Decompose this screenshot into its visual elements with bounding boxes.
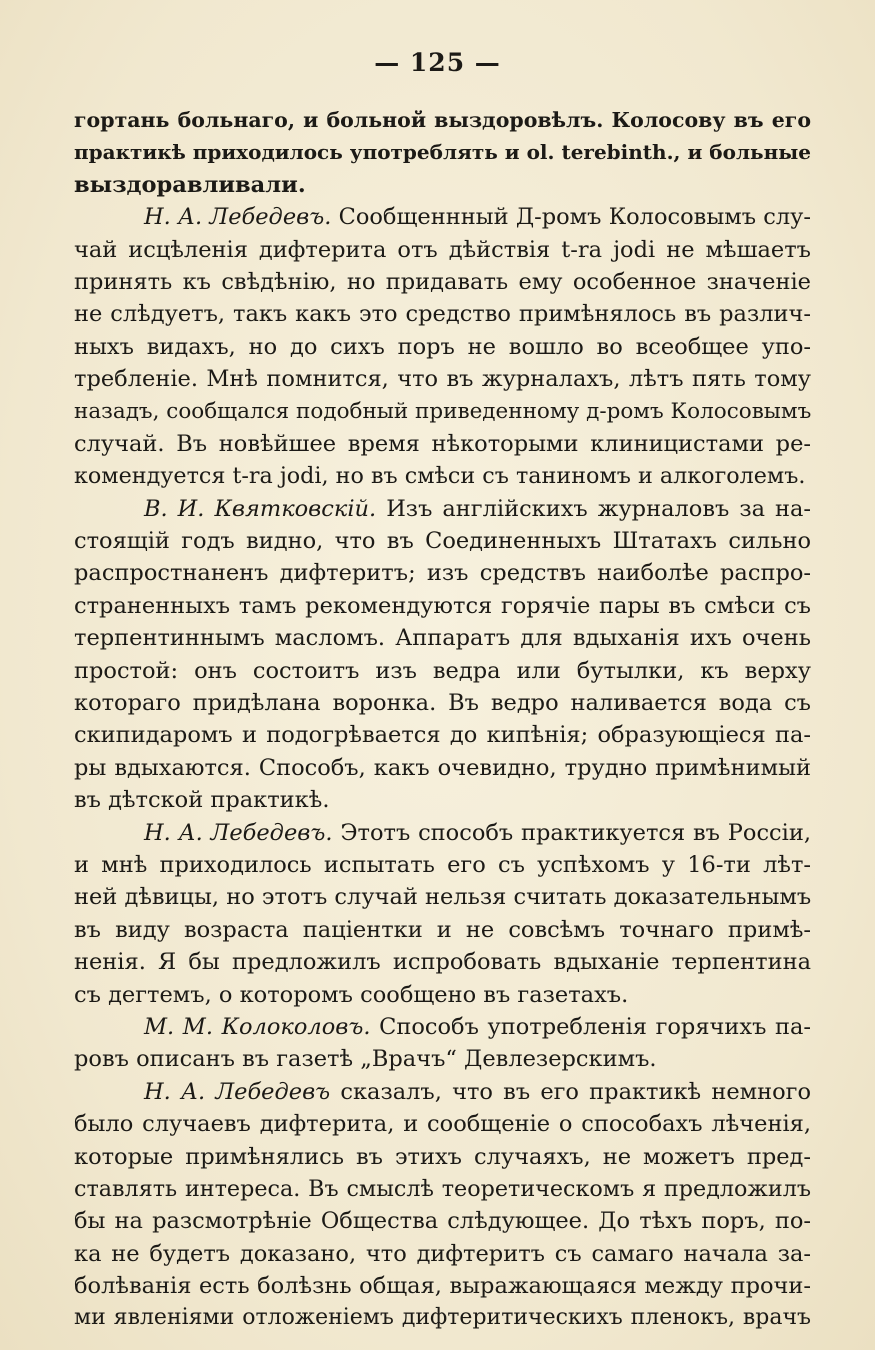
text-line: ровъ описанъ въ газетѣ „Врачъ“ Девлезерскимъ. <box>74 1046 657 1073</box>
text-line: съ дегтемъ, о которомъ сообщено въ газетахъ. <box>74 981 629 1008</box>
speaker-name: Н. А. Лебедевъ. <box>144 819 333 846</box>
text-line: ней дѣвицы, но этотъ случай нельзя считать доказательнымъ <box>74 884 811 911</box>
speaker-name: Н. А. Лебедевъ. <box>144 204 332 231</box>
text-line: бы на разсмотрѣніе Общества слѣдующее. До тѣхъ поръ, по- <box>74 1208 811 1235</box>
text-line: распростнаненъ дифтеритъ; изъ средствъ наиболѣе распро- <box>74 560 811 587</box>
line-text: сказалъ, что въ его практикѣ немного <box>340 1078 811 1105</box>
text-line: ка не будетъ доказано, что дифтеритъ съ самаго начала за- <box>74 1240 811 1267</box>
text-line: выздоравливали. <box>74 171 306 198</box>
speaker-name: В. И. Квятковскій. <box>144 495 377 522</box>
text-line: ставлять интереса. Въ смыслѣ теоретическомъ я предложилъ <box>74 1175 811 1202</box>
text-line: стоящій годъ видно, что въ Соединенныхъ Штатахъ сильно <box>74 528 811 555</box>
text-line: чай исцѣленія дифтерита отъ дѣйствія t-ra jodi не мѣшаетъ <box>74 236 811 263</box>
text-line <box>74 1011 811 1043</box>
text-line: скипидаромъ и подогрѣвается до кипѣнія; образующіеся па- <box>74 722 811 749</box>
text-line: ми явленіями отложеніемъ дифтеритическихъ пленокъ, врачъ <box>74 1305 811 1331</box>
text-line: терпентиннымъ масломъ. Аппаратъ для вдыханія ихъ очень <box>74 625 811 652</box>
speaker-name: Н. А. Лебедевъ <box>144 1078 331 1105</box>
text-line: въ виду возраста паціентки и не совсѣмъ точнаго примѣ- <box>74 916 811 943</box>
text-line: было случаевъ дифтерита, и сообщеніе о способахъ лѣченія, <box>74 1111 811 1138</box>
text-line: ненія. Я бы предложилъ испробовать вдыханіе терпентина <box>74 949 811 976</box>
text-line: ныхъ видахъ, но до сихъ поръ не вошло во всеобщее упо- <box>74 333 811 360</box>
text-line: въ дѣтской практикѣ. <box>74 787 330 814</box>
text-line: котораго придѣлана воронка. Въ ведро наливается вода съ <box>74 690 811 717</box>
line-text: Этотъ способъ практикуется въ Россіи, <box>340 819 811 846</box>
text-line: страненныхъ тамъ рекомендуются горячіе пары въ смѣси съ <box>74 592 811 619</box>
speaker-name: М. М. Колоколовъ. <box>144 1013 371 1040</box>
line-text: Сообщеннный Д-ромъ Колосовымъ слу- <box>338 204 811 231</box>
line-text: Изъ англійскихъ журналовъ за на- <box>386 495 811 522</box>
text-line: не слѣдуетъ, такъ какъ это средство примѣнялось въ различ- <box>74 301 811 328</box>
text-line: принять къ свѣдѣнію, но придавать ему особенное значеніе <box>74 268 811 295</box>
text-line: ры вдыхаются. Способъ, какъ очевидно, трудно примѣнимый <box>74 754 811 781</box>
text-line: гортань больнаго, и больной выздоровѣлъ. Колосову въ его <box>74 108 811 132</box>
text-line: болѣванія есть болѣзнь общая, выражающаяся между прочи- <box>74 1273 811 1300</box>
text-line <box>74 201 811 233</box>
text-line <box>74 817 811 849</box>
text-line: которые примѣнялись въ этихъ случаяхъ, не можетъ пред- <box>74 1143 811 1170</box>
text-line: требленіе. Мнѣ помнится, что въ журналахъ, лѣтъ пять тому <box>74 366 811 393</box>
text-line: простой: онъ состоитъ изъ ведра или бутылки, къ верху <box>74 657 811 684</box>
text-line <box>74 1076 811 1108</box>
text-line <box>74 493 811 525</box>
text-line: назадъ, сообщался подобный приведенному д-ромъ Колосовымъ <box>74 398 811 424</box>
text-line: случай. Въ новѣйшее время нѣкоторыми клиницистами ре- <box>74 430 811 457</box>
page-number: — 125 — <box>374 48 501 77</box>
body-text <box>74 104 811 1335</box>
line-text: Способъ употребленія горячихъ па- <box>379 1013 811 1040</box>
text-line: практикѣ приходилось употреблять и ol. terebinth., и больные <box>74 140 811 165</box>
text-line: и мнѣ приходилось испытать его съ успѣхомъ у 16-ти лѣт- <box>74 851 811 878</box>
text-line: комендуется t-ra jodi, но въ смѣси съ таниномъ и алкоголемъ. <box>74 463 806 490</box>
